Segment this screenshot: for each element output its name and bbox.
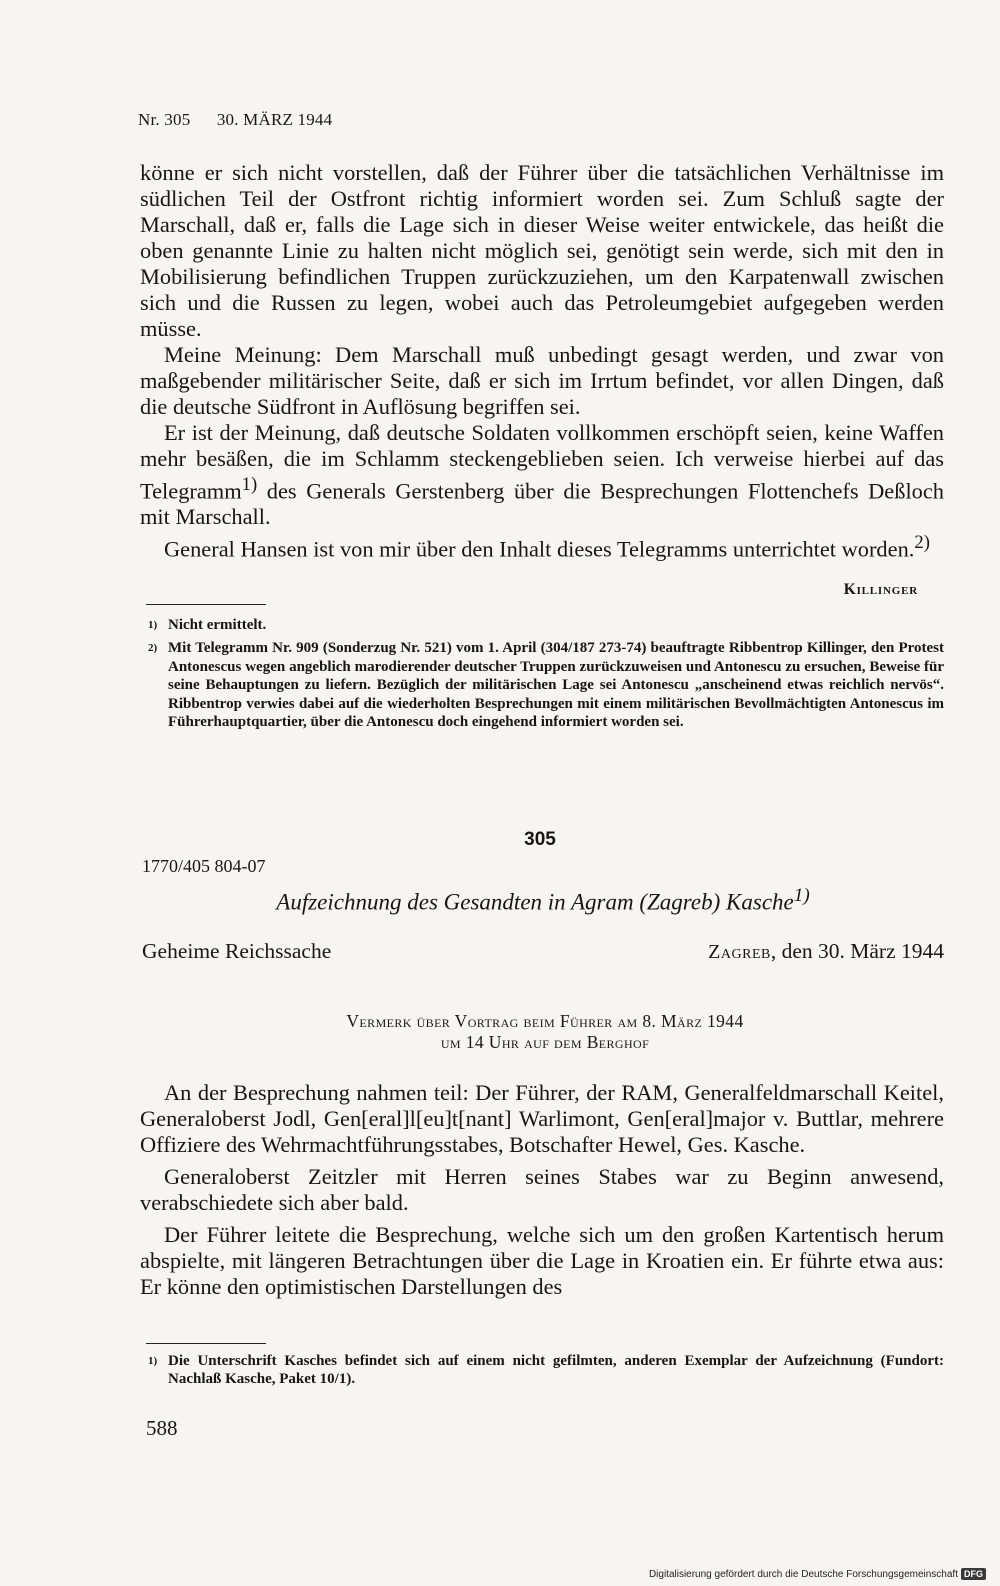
paragraph: Der Führer leitete die Besprechung, welche sich um den großen Kartentisch herum abspielte, mit längeren Betrachtungen über die Lage in Kroatien ein. Er führte etwa aus: Er könne den optimistischen Darstellungen des bbox=[140, 1222, 944, 1299]
footnote bbox=[148, 639, 944, 731]
place: Zagreb bbox=[708, 941, 771, 963]
paragraph: Meine Meinung: Dem Marschall muß unbedingt gesagt werden, und zwar von maßgebender militärischer Seite, daß er sich im Irrtum befindet, vor allen Dingen, daß die deutsche Südfront in Auflösung begriffen sei. bbox=[140, 342, 944, 419]
paragraph bbox=[140, 420, 944, 530]
document-body bbox=[140, 1080, 944, 1300]
page-number: 588 bbox=[146, 1416, 178, 1440]
footnote-mark: 1) bbox=[148, 1355, 158, 1367]
document-number: 305 bbox=[524, 829, 556, 850]
paragraph-text: des Generals Gerstenberg über die Besprechungen Flottenchefs Deßloch mit Marschall. bbox=[140, 478, 944, 530]
footnote-text: Die Unterschrift Kasches befindet sich auf einem nicht gefilmten, anderen Exemplar der Aufzeichnung (Fundort: Nachlaß Kasche, Paket 10/1). bbox=[168, 1353, 944, 1388]
paragraph-text: General Hansen ist von mir über den Inhalt dieses Telegramms unterrichtet worden. bbox=[164, 536, 915, 562]
footnote-reference: 2) bbox=[914, 532, 930, 554]
paragraph: könne er sich nicht vorstellen, daß der Führer über die tatsächlichen Verhältnisse im südlichen Teil der Ostfront richtig informiert worden sei. Zum Schluß sagte der Marschall, daß er, falls die Lage sich in dieser Weise weiter entwickele, das heißt die oben genannte Linie zu halten nicht möglich sei, genötigt sein werde, sich mit den in Mobilisierung befindlichen Truppen zurückzuziehen, um den Karpatenwall zwischen sich und die Russen zu legen, wobei auch das Petroleumgebiet aufgegeben werden müsse. bbox=[140, 160, 944, 341]
footnote-mark: 2) bbox=[148, 642, 158, 655]
paragraph-text: Er ist der Meinung, daß deutsche Soldaten vollkommen erschöpft seien, keine Waffen mehr besäßen, die im Schlamm steckengeblieben seien. Ich verweise hierbei auf das Telegramm bbox=[140, 420, 944, 504]
footnote bbox=[148, 616, 944, 639]
footnotes-bottom bbox=[148, 1352, 944, 1389]
paragraph: An der Besprechung nahmen teil: Der Führer, der RAM, Generalfeldmarschall Keitel, Generaloberst Jodl, Gen[eral]l[eu]t[nant] Warlimont, Gen[eral]major v. Buttlar, mehrere Offiziere des Wehrmachtführungsstabes, Botschafter Hewel, Ges. Kasche. bbox=[140, 1080, 944, 1157]
paragraph: Generaloberst Zeitzler mit Herren seines Stabes war zu Beginn anwesend, verabschiedete sich aber bald. bbox=[140, 1164, 944, 1215]
running-head-doc-number: Nr. 305 bbox=[138, 110, 191, 129]
signature: Killinger bbox=[843, 581, 918, 598]
footnote-text: Mit Telegramm Nr. 909 (Sonderzug Nr. 521) vom 1. April (304/187 273-74) beauftragte Ribbentrop Killinger, den Protest Antonescus wegen angeblich marodierender deutscher Truppen zurückzuweisen und Antonescu zu ersuchen, Beweise für seine Behauptungen zu liefern. Bezüglich der militärischen Lage sei Antonescu „anscheinend etwas reichlich nervös“. Ribbentrop verwies dabei auf die wiederholten Besprechungen mit einem militärischen Bevollmächtigten Antonescus im Führerhauptquartier, über die Antonescu doch eingehend informiert worden sei. bbox=[168, 640, 944, 731]
running-head-date: 30. MÄRZ 1944 bbox=[216, 110, 333, 129]
footnote-mark: 1) bbox=[148, 619, 158, 631]
footnote bbox=[148, 1352, 944, 1389]
subject-heading: Vermerk über Vortrag beim Führer am 8. März 1944 bbox=[346, 1011, 744, 1031]
footnotes-top bbox=[148, 616, 944, 731]
document-title-text: Aufzeichnung des Gesandten in Agram (Zagreb) Kasche bbox=[276, 889, 794, 915]
classification: Geheime Reichssache bbox=[142, 939, 332, 963]
document-title bbox=[0, 885, 1000, 916]
footnote-divider bbox=[146, 1343, 266, 1344]
dfg-logo: DFG bbox=[961, 1568, 986, 1580]
footnote-text: Nicht ermittelt. bbox=[168, 617, 267, 633]
footnote-reference: 1) bbox=[241, 474, 258, 495]
subject-heading: um 14 Uhr auf dem Berghof bbox=[440, 1032, 650, 1052]
digitization-credit bbox=[649, 1568, 986, 1580]
credit-text: Digitalisierung gefördert durch die Deutsche Forschungsgemeinschaft bbox=[648, 1568, 958, 1580]
footnote-reference: 1) bbox=[793, 885, 810, 906]
continuation-text bbox=[140, 160, 944, 563]
date: , den 30. März 1944 bbox=[770, 939, 944, 963]
footnote-divider bbox=[146, 604, 266, 605]
archive-reference: 1770/405 804-07 bbox=[142, 856, 266, 876]
running-head bbox=[138, 110, 332, 130]
place-date bbox=[708, 939, 944, 964]
paragraph bbox=[140, 530, 944, 562]
